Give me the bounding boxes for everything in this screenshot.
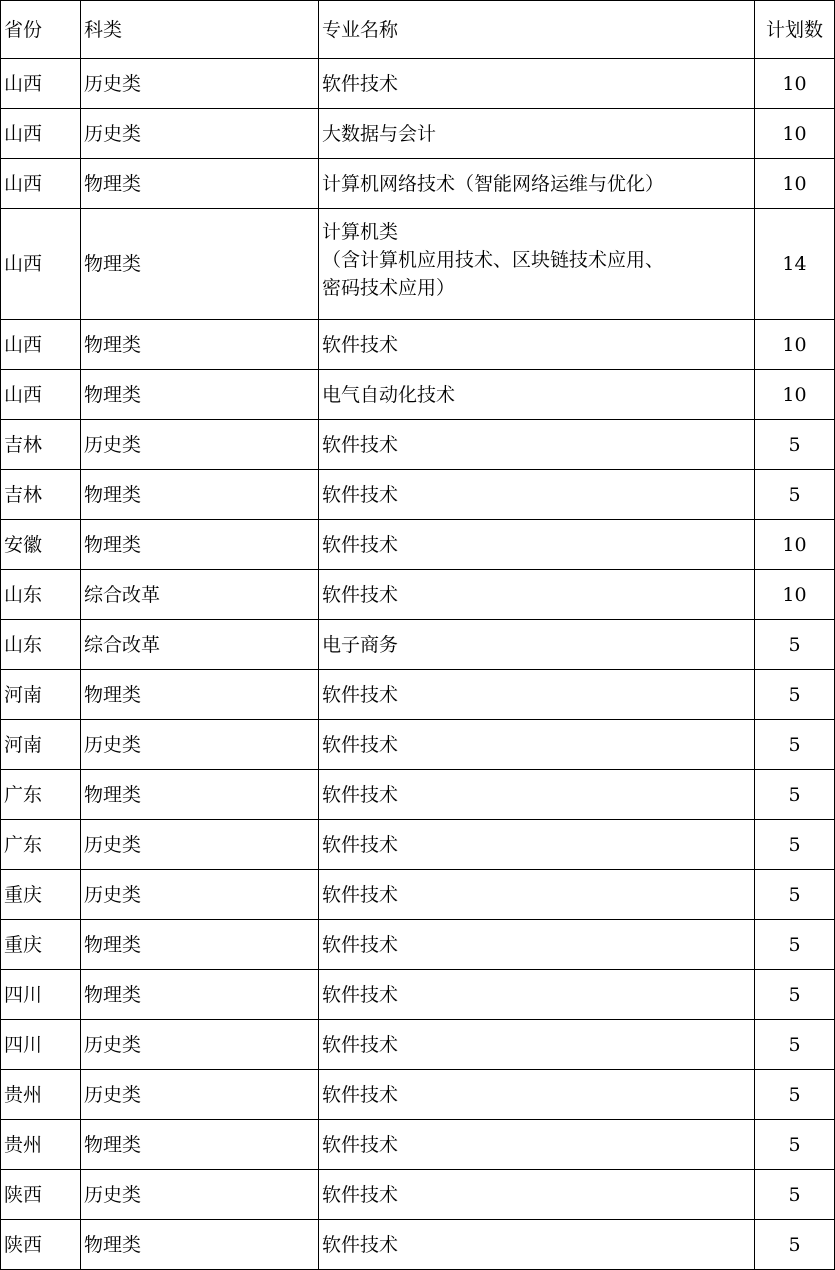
cell-province: 河南	[1, 670, 81, 720]
cell-major: 电气自动化技术	[319, 370, 755, 420]
cell-province: 四川	[1, 1020, 81, 1070]
cell-subject: 物理类	[81, 1120, 319, 1170]
cell-major: 软件技术	[319, 1170, 755, 1220]
cell-major: 软件技术	[319, 470, 755, 520]
cell-count: 5	[755, 1020, 835, 1070]
header-province: 省份	[1, 1, 81, 59]
cell-province: 山西	[1, 209, 81, 320]
cell-count: 5	[755, 870, 835, 920]
cell-subject: 物理类	[81, 970, 319, 1020]
table-row	[1, 520, 835, 570]
table-row	[1, 1020, 835, 1070]
cell-province: 山西	[1, 370, 81, 420]
cell-province: 山西	[1, 109, 81, 159]
cell-count: 5	[755, 670, 835, 720]
cell-province: 陕西	[1, 1170, 81, 1220]
table-row	[1, 320, 835, 370]
cell-major: 软件技术	[319, 670, 755, 720]
cell-province: 山东	[1, 620, 81, 670]
cell-subject: 物理类	[81, 520, 319, 570]
header-row	[1, 1, 835, 59]
cell-province: 吉林	[1, 470, 81, 520]
cell-province: 重庆	[1, 920, 81, 970]
cell-subject: 物理类	[81, 320, 319, 370]
cell-subject: 历史类	[81, 720, 319, 770]
cell-province: 贵州	[1, 1070, 81, 1120]
cell-subject: 历史类	[81, 870, 319, 920]
cell-major: 软件技术	[319, 320, 755, 370]
table-row	[1, 470, 835, 520]
cell-count: 14	[755, 209, 835, 320]
cell-province: 吉林	[1, 420, 81, 470]
cell-count: 10	[755, 520, 835, 570]
cell-count: 10	[755, 370, 835, 420]
cell-major: 软件技术	[319, 1220, 755, 1270]
table-row	[1, 1220, 835, 1270]
cell-count: 10	[755, 59, 835, 109]
cell-subject: 历史类	[81, 820, 319, 870]
table-row	[1, 820, 835, 870]
table-row	[1, 620, 835, 670]
cell-province: 广东	[1, 770, 81, 820]
cell-count: 5	[755, 1120, 835, 1170]
cell-province: 重庆	[1, 870, 81, 920]
cell-subject: 历史类	[81, 109, 319, 159]
cell-subject: 物理类	[81, 159, 319, 209]
cell-count: 10	[755, 570, 835, 620]
cell-province: 贵州	[1, 1120, 81, 1170]
cell-subject: 历史类	[81, 1070, 319, 1120]
table-row	[1, 970, 835, 1020]
cell-major: 软件技术	[319, 420, 755, 470]
cell-count: 5	[755, 420, 835, 470]
table-row	[1, 1120, 835, 1170]
cell-count: 10	[755, 109, 835, 159]
cell-count: 10	[755, 159, 835, 209]
table-row	[1, 209, 835, 320]
header-count: 计划数	[755, 1, 835, 59]
cell-subject: 物理类	[81, 770, 319, 820]
table-row	[1, 570, 835, 620]
cell-province: 安徽	[1, 520, 81, 570]
header-subject: 科类	[81, 1, 319, 59]
cell-subject: 物理类	[81, 370, 319, 420]
cell-subject: 物理类	[81, 470, 319, 520]
cell-major: 软件技术	[319, 970, 755, 1020]
cell-major: 软件技术	[319, 1120, 755, 1170]
table-row	[1, 420, 835, 470]
cell-count: 10	[755, 320, 835, 370]
cell-major	[319, 209, 755, 320]
table-row	[1, 770, 835, 820]
table-row	[1, 109, 835, 159]
cell-count: 5	[755, 920, 835, 970]
cell-major: 软件技术	[319, 1070, 755, 1120]
cell-major: 软件技术	[319, 59, 755, 109]
cell-subject: 历史类	[81, 1170, 319, 1220]
cell-subject: 历史类	[81, 1020, 319, 1070]
cell-subject: 历史类	[81, 59, 319, 109]
cell-province: 山西	[1, 159, 81, 209]
cell-major: 计算机网络技术（智能网络运维与优化）	[319, 159, 755, 209]
table-row	[1, 720, 835, 770]
table-row	[1, 1170, 835, 1220]
major-line: （含计算机应用技术、区块链技术应用、	[322, 249, 665, 271]
table-row	[1, 1070, 835, 1120]
cell-province: 陕西	[1, 1220, 81, 1270]
table-row	[1, 370, 835, 420]
cell-major: 大数据与会计	[319, 109, 755, 159]
table-row	[1, 870, 835, 920]
cell-count: 5	[755, 770, 835, 820]
cell-province: 广东	[1, 820, 81, 870]
cell-province: 山西	[1, 59, 81, 109]
cell-count: 5	[755, 1170, 835, 1220]
cell-subject: 物理类	[81, 209, 319, 320]
table-row	[1, 159, 835, 209]
cell-major: 软件技术	[319, 920, 755, 970]
cell-count: 5	[755, 1220, 835, 1270]
cell-province: 山东	[1, 570, 81, 620]
cell-province: 河南	[1, 720, 81, 770]
cell-subject: 物理类	[81, 920, 319, 970]
cell-count: 5	[755, 970, 835, 1020]
cell-count: 5	[755, 620, 835, 670]
cell-major: 软件技术	[319, 570, 755, 620]
cell-major: 软件技术	[319, 1020, 755, 1070]
table-row	[1, 670, 835, 720]
cell-count: 5	[755, 470, 835, 520]
header-major: 专业名称	[319, 1, 755, 59]
cell-subject: 物理类	[81, 1220, 319, 1270]
cell-subject: 综合改革	[81, 570, 319, 620]
cell-major: 软件技术	[319, 720, 755, 770]
cell-major: 软件技术	[319, 870, 755, 920]
cell-subject: 综合改革	[81, 620, 319, 670]
cell-subject: 历史类	[81, 420, 319, 470]
cell-major: 软件技术	[319, 770, 755, 820]
cell-major: 电子商务	[319, 620, 755, 670]
cell-province: 四川	[1, 970, 81, 1020]
cell-count: 5	[755, 1070, 835, 1120]
cell-major: 软件技术	[319, 820, 755, 870]
table-row	[1, 920, 835, 970]
cell-major: 软件技术	[319, 520, 755, 570]
major-line: 密码技术应用）	[322, 277, 456, 299]
cell-count: 5	[755, 720, 835, 770]
table-row	[1, 59, 835, 109]
cell-subject: 物理类	[81, 670, 319, 720]
major-line: 计算机类	[322, 221, 399, 243]
cell-province: 山西	[1, 320, 81, 370]
cell-count: 5	[755, 820, 835, 870]
